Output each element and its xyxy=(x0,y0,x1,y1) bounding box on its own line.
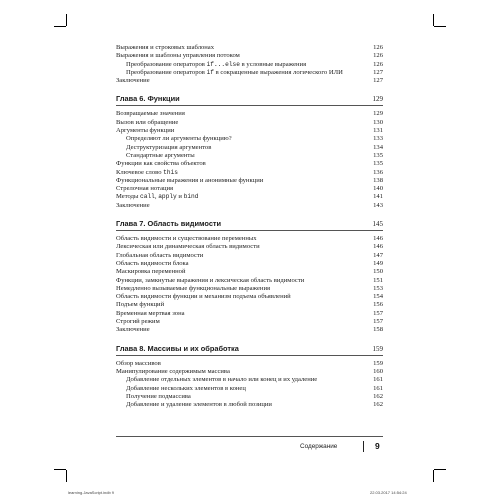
chapter-page: 129 xyxy=(372,95,383,104)
crop-mark xyxy=(433,470,434,482)
toc-entry-page: 156 xyxy=(373,301,383,309)
toc-entry xyxy=(116,360,383,368)
toc-entry-page: 158 xyxy=(373,326,383,334)
toc-entry-text: Заключение xyxy=(116,201,150,209)
toc-entry-title xyxy=(126,152,195,160)
toc-entry xyxy=(116,127,383,135)
code-keyword: call xyxy=(140,193,155,201)
toc-entry-text: Выражения и шаблоны управления потоком xyxy=(116,52,240,60)
toc-entry-text: Область видимости блока xyxy=(116,259,189,267)
toc-entry-text: Определяют ли аргументы функцию? xyxy=(126,135,232,143)
toc-entry-text: Немедленно вызываемые функциональные выражения xyxy=(116,284,270,292)
toc-entry-page: 138 xyxy=(373,176,383,184)
toc-entry-text: Маскировка переменной xyxy=(116,268,186,276)
toc-entry-page: 130 xyxy=(373,118,383,126)
toc-entry-text: в сокращенные выражения логического ИЛИ xyxy=(214,68,343,76)
chapter-heading xyxy=(116,216,383,231)
toc-entry xyxy=(116,193,383,201)
toc-entry xyxy=(116,285,383,293)
chapter-heading xyxy=(116,341,383,356)
code-keyword: apply xyxy=(158,193,177,201)
toc-entry-title xyxy=(116,260,189,268)
toc-entry xyxy=(116,44,383,52)
toc-entry xyxy=(116,260,383,268)
toc-entry xyxy=(116,185,383,193)
toc-entry-title xyxy=(116,277,304,285)
toc-entry-title xyxy=(116,310,185,318)
toc-entry-text: Выражения и строковых шаблонах xyxy=(116,44,215,51)
toc-entry-text: Подъем функций xyxy=(116,301,165,309)
toc-entry-title xyxy=(116,368,230,376)
toc-entry-page: 159 xyxy=(373,359,383,367)
toc-entry xyxy=(116,243,383,251)
toc-entry xyxy=(116,293,383,301)
toc-entry-title xyxy=(116,119,178,127)
toc-entry xyxy=(116,177,383,185)
toc-entry-title xyxy=(116,360,161,368)
toc-entry-title xyxy=(116,326,150,334)
toc-entry-text: Область видимости и существование переменных xyxy=(116,235,257,243)
toc-entry-title xyxy=(126,401,272,409)
toc-entry-text: в условные выражения xyxy=(239,60,307,68)
toc-entry-page: 150 xyxy=(373,268,383,276)
toc-entry-text: Аргументы функции xyxy=(116,127,175,135)
toc-entry-title xyxy=(116,285,270,293)
toc-entry-title xyxy=(116,52,240,60)
toc-entry xyxy=(116,110,383,118)
page-number: 9 xyxy=(375,441,380,451)
toc-entry-text: Манипулирование содержимым массива xyxy=(116,367,230,375)
toc-entry xyxy=(116,368,383,376)
toc-entry-text: Функциональные выражения и анонимные функции xyxy=(116,176,264,184)
toc-entry-page: 133 xyxy=(373,135,383,143)
toc-entry xyxy=(116,252,383,260)
toc-entry-page: 140 xyxy=(373,185,383,193)
toc-entry-title xyxy=(116,44,214,52)
toc-entry-text: Получение подмассива xyxy=(126,392,191,400)
toc-entry xyxy=(116,268,383,276)
toc-entry-title xyxy=(116,193,198,201)
toc-entry-page: 134 xyxy=(373,143,383,151)
toc-entry-title xyxy=(116,252,203,260)
toc-entry xyxy=(116,61,383,69)
toc-entry-title xyxy=(126,385,246,393)
toc-entry-page: 146 xyxy=(373,243,383,251)
code-keyword: if xyxy=(206,68,214,76)
toc-entry-page: 153 xyxy=(373,284,383,292)
toc-entry-page: 157 xyxy=(373,318,383,326)
crop-mark xyxy=(433,14,434,26)
crop-mark xyxy=(54,469,66,470)
toc-entry-text: , xyxy=(154,193,159,201)
toc-entry-title xyxy=(126,61,306,69)
toc-entry xyxy=(116,385,383,393)
toc-entry xyxy=(116,310,383,318)
code-keyword: this xyxy=(163,168,179,176)
toc-entry-page: 149 xyxy=(373,259,383,267)
toc-entry-title xyxy=(116,301,164,309)
toc-entry-page: 131 xyxy=(373,127,383,135)
toc-entry-page: 157 xyxy=(373,309,383,317)
crop-mark xyxy=(434,469,446,470)
running-footer-title: Содержание xyxy=(300,443,338,450)
toc-entry-page: 146 xyxy=(373,235,383,243)
toc-entry-text: Добавление отдельных элементов в начало или конец и их удаление xyxy=(126,376,318,384)
toc-entry-text: Ключевое слово xyxy=(116,168,164,176)
toc-entry-page: 162 xyxy=(373,392,383,400)
crop-mark xyxy=(66,470,67,482)
chapter-title: Глава 7. Область видимости xyxy=(116,219,222,229)
table-of-contents xyxy=(116,44,383,409)
toc-entry xyxy=(116,152,383,160)
toc-entry-title xyxy=(116,202,150,210)
toc-entry xyxy=(116,326,383,334)
toc-entry-text: Преобразование операторов xyxy=(126,68,207,76)
toc-entry-text: Вызов или обращение xyxy=(116,118,179,126)
code-keyword: bind xyxy=(183,193,199,201)
toc-entry-title xyxy=(116,235,257,243)
toc-entry-title xyxy=(126,135,232,143)
code-keyword: if...else xyxy=(206,60,240,68)
toc-entry xyxy=(116,202,383,210)
toc-entry xyxy=(116,235,383,243)
toc-entry-page: 126 xyxy=(373,44,383,51)
toc-entry xyxy=(116,401,383,409)
toc-entry-page: 151 xyxy=(373,276,383,284)
toc-entry-title xyxy=(116,318,160,326)
toc-entry-title xyxy=(116,268,186,276)
toc-entry xyxy=(116,144,383,152)
toc-entry-page: 143 xyxy=(373,201,383,209)
toc-entry-page: 129 xyxy=(373,110,383,118)
toc-entry xyxy=(116,393,383,401)
toc-entry-title xyxy=(116,160,206,168)
toc-entry xyxy=(116,169,383,177)
toc-entry-title xyxy=(116,177,263,185)
print-slug-file: learning.JavaScript.indb 9 xyxy=(68,490,115,495)
toc-entry-page: 162 xyxy=(373,401,383,409)
toc-entry-page: 141 xyxy=(373,193,383,201)
toc-entry-page: 161 xyxy=(373,384,383,392)
toc-entry-text: Добавление нескольких элементов в конец xyxy=(126,384,246,392)
toc-entry-text: Стрелочная нотация xyxy=(116,185,174,193)
chapter-page: 159 xyxy=(372,344,383,353)
footer-rule xyxy=(116,436,383,437)
chapter-heading xyxy=(116,91,383,106)
toc-entry-title xyxy=(126,69,343,77)
toc-entry xyxy=(116,52,383,60)
crop-mark xyxy=(54,26,66,27)
footer-divider xyxy=(363,441,364,452)
toc-entry-title xyxy=(126,393,191,401)
toc-entry-text: Стандартные аргументы xyxy=(126,151,195,159)
toc-entry-text: Преобразование операторов xyxy=(126,60,207,68)
print-slug-timestamp: 22.03.2017 14:54:24 xyxy=(370,490,407,495)
toc-entry-page: 135 xyxy=(373,160,383,168)
toc-entry-text: Функции как свойства объектов xyxy=(116,160,206,168)
toc-entry-text: Деструктуризация аргументов xyxy=(126,143,212,151)
toc-entry xyxy=(116,135,383,143)
toc-entry-text: Функции, замкнутые выражения и лексическая область видимости xyxy=(116,276,305,284)
toc-entry-page: 135 xyxy=(373,151,383,159)
toc-entry-page: 126 xyxy=(373,60,383,68)
chapter-page: 145 xyxy=(372,220,383,229)
toc-entry-page: 126 xyxy=(373,52,383,60)
toc-entry xyxy=(116,160,383,168)
toc-entry-text: Возвращаемые значения xyxy=(116,110,185,118)
toc-entry-page: 154 xyxy=(373,293,383,301)
toc-entry-text: Заключение xyxy=(116,77,150,85)
toc-entry-page: 160 xyxy=(373,367,383,375)
toc-entry-text: Заключение xyxy=(116,326,150,334)
toc-entry xyxy=(116,301,383,309)
toc-entry-title xyxy=(116,293,291,301)
toc-entry-title xyxy=(116,169,178,177)
crop-mark xyxy=(434,26,446,27)
toc-entry-text: Обзор массивов xyxy=(116,359,161,367)
toc-entry-text: и xyxy=(176,193,184,201)
toc-entry-title xyxy=(116,77,150,85)
toc-entry-page: 136 xyxy=(373,168,383,176)
crop-mark xyxy=(66,14,67,26)
toc-entry xyxy=(116,277,383,285)
toc-entry-text: Строгий режим xyxy=(116,318,160,326)
chapter-title: Глава 8. Массивы и их обработка xyxy=(116,343,239,353)
toc-entry xyxy=(116,318,383,326)
toc-entry-text: Глобальная область видимости xyxy=(116,251,204,259)
chapter-title: Глава 6. Функции xyxy=(116,94,180,104)
toc-entry-title xyxy=(116,185,173,193)
toc-entry-text: Методы xyxy=(116,193,141,201)
toc-entry-text: Область видимости функции и механизм подъема объявлений xyxy=(116,293,291,301)
toc-entry-title xyxy=(116,127,174,135)
toc-entry-page: 147 xyxy=(373,251,383,259)
toc-entry-title xyxy=(126,376,317,384)
toc-entry-page: 127 xyxy=(373,77,383,85)
toc-entry-title xyxy=(126,144,211,152)
toc-entry-page: 161 xyxy=(373,376,383,384)
toc-entry-text: Добавление и удаление элементов в любой позиции xyxy=(126,401,272,409)
toc-entry xyxy=(116,376,383,384)
toc-entry-page: 127 xyxy=(373,68,383,76)
toc-entry-text: Лексическая или динамическая область видимости xyxy=(116,243,260,251)
toc-entry-title xyxy=(116,243,260,251)
toc-entry xyxy=(116,77,383,85)
toc-entry-title xyxy=(116,110,185,118)
toc-entry xyxy=(116,119,383,127)
toc-entry-text: Временная мертвая зона xyxy=(116,309,185,317)
toc-entry xyxy=(116,69,383,77)
